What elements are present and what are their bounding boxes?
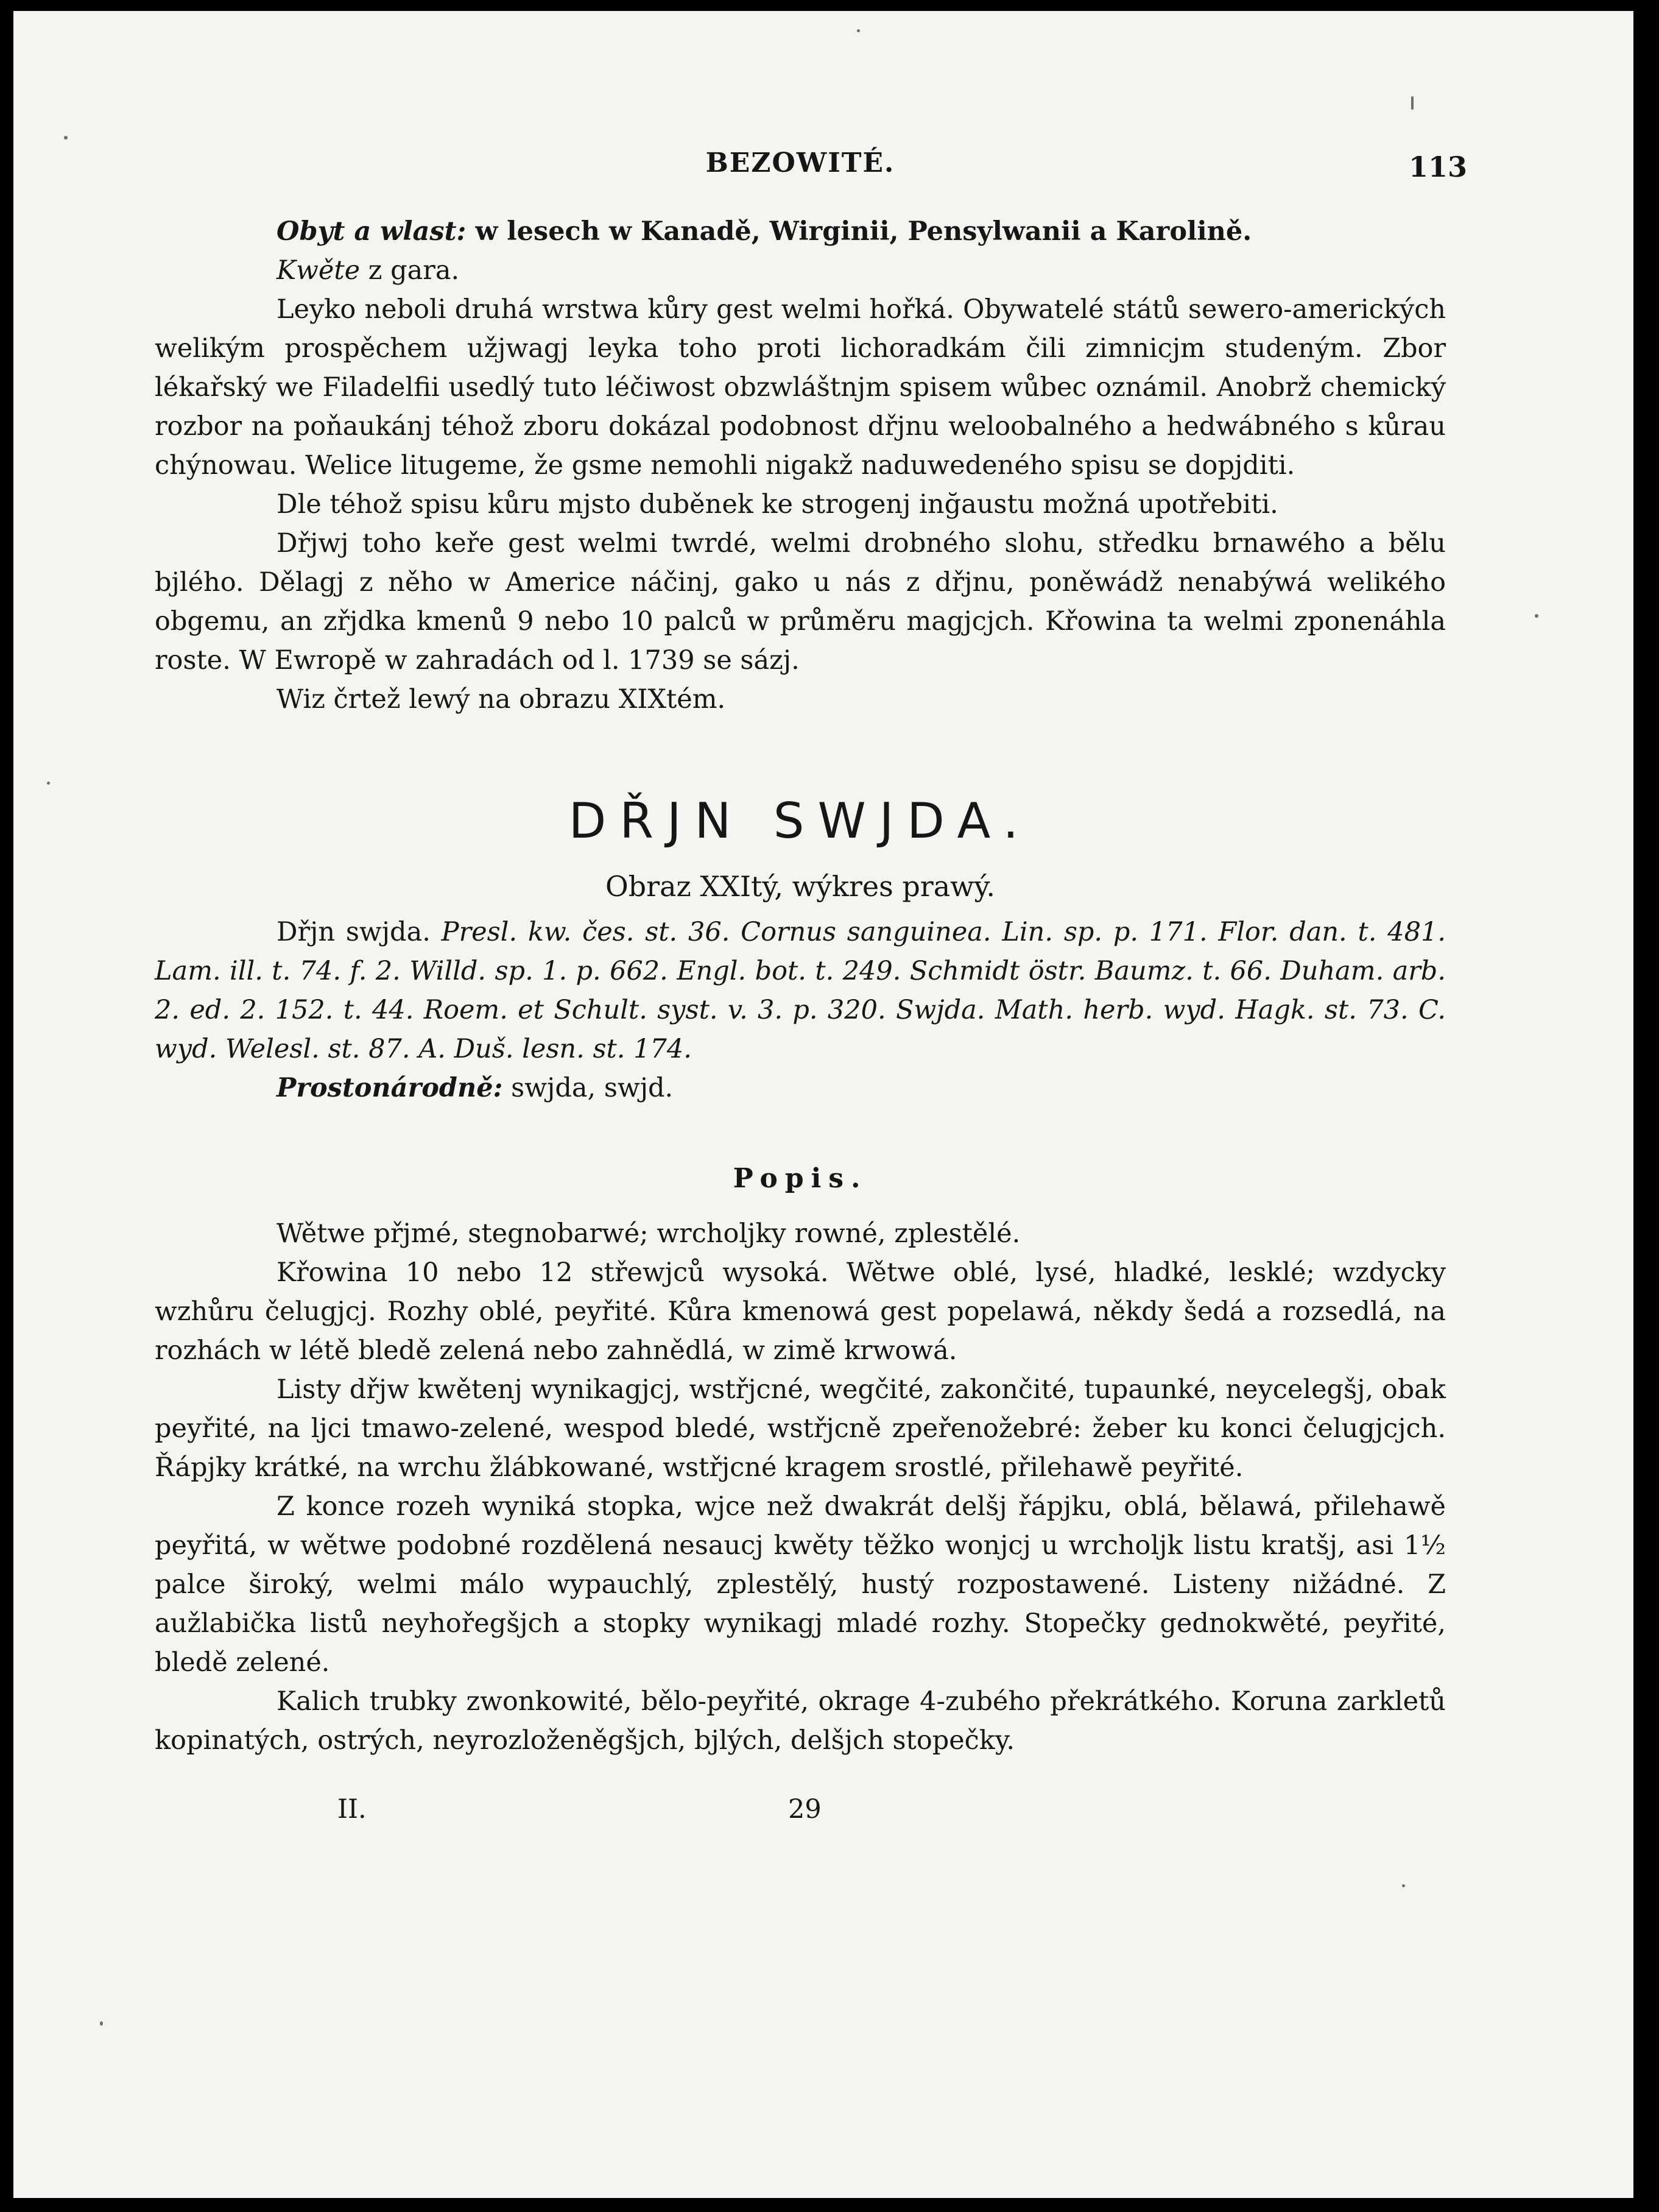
synonymy-references: Presl. kw. čes. st. 36. Cornus sanguinea. Lin. sp. p. 171. Flor. dan. t. 481. Lam. ill. t. 74. f. 2. Willd. sp. 1. p. 662. Engl. bot. t. 249. Schmidt östr. Baumz. t. 66. Duham. arb. 2. ed. 2. 152. t. 44. Roem. et Schult. syst. v. 3. p. 320. Swjda. Math. herb. wyd. Hagk. st. 73. C. wyd. Welesl. st. 87. A. Duš. lesn. st. 174. [155,917,1446,1064]
scan-speck [857,29,860,32]
paragraph: Dřjwj toho keře gest welmi twrdé, welmi drobného slohu, středku brnawého a bělu bjlého. Dělagj z něho w Americe náčinj, gako u nás z dřjnu, poněwádž nenabýwá welikého obgemu, an zřjdka kmenů 9 nebo 10 palců w průměru magjcjch. Křowina ta welmi zponenáhla roste. W Ewropě w zahradách od l. 1739 se sázj. [155,528,1446,676]
habitat-line [155,212,1446,251]
paragraph: Leyko neboli druhá wrstwa kůry gest welmi hořká. Obywatelé států sewero-amerických welikým prospěchem užjwagj leyka toho proti lichoradkám čili zimnicjm studeným. Zbor lékařský we Filadelfii usedlý tuto léčiwost obzwláštnjm spisem wůbec oznámil. Anobrž chemický rozbor na poňaukánj téhož zboru dokázal podobnost dřjnu weloobalného a hedwábného s kůrau chýnowau. Welice litugeme, že gsme nemohli nigakž naduwedeného spisu se dopjditi. [155,294,1446,481]
synonymy-name: Dřjn swjda. [276,917,431,947]
paragraph: Křowina 10 nebo 12 střewjců wysoká. Wětwe oblé, lysé, hladké, lesklé; wzdycky wzhůru čelugjcj. Rozhy oblé, peyřité. Kůra kmenowá gest popelawá, někdy šedá a rozsedlá, na rozhách w létě bledě zelená nebo zahnědlá, w zimě krwowá. [155,1257,1446,1366]
plate-subtitle: Obraz XXItý, wýkres prawý. [605,870,996,903]
signature-mark: II. [337,1794,367,1825]
running-title: BEZOWITÉ. [705,147,895,178]
vernacular-names [155,1069,1446,1108]
running-head [155,144,1467,186]
description [155,1214,1446,1760]
sheet-number: 29 [788,1794,822,1825]
scan-speck [100,2021,103,2026]
scan-speck [64,136,68,140]
synonymy-block [155,913,1446,1108]
paragraph: Wiz črtež lewý na obrazu XIXtém. [276,684,726,715]
flowering-label: Kwěte [276,255,361,286]
habitat-label: Obyt a wlast: [276,216,467,247]
page-footer [155,1790,1446,1829]
paragraph: Listy dřjw kwětenj wynikagjcj, wstřjcné, wegčité, zakončité, tupaunké, neycelegšj, obak peyřité, na ljci tmawo-zelené, wespod bledé, wstřjcně zpeřenožebré: žeber ku konci čelugjcjch. Řápjky krátké, na wrchu žlábkowané, wstřjcné kragem srostlé, přilehawě peyřité. [155,1374,1446,1483]
synonymy [155,913,1446,1069]
flowering-text: z gara. [360,255,460,286]
scan-speck [47,782,50,785]
paragraph: Dle téhož spisu kůru mjsto duběnek ke strogenj inğaustu možná upotřebiti. [276,489,1278,520]
flowering-line [155,251,1446,290]
paragraph: Kalich trubky zwonkowité, bělo-peyřité, okrage 4-zubého překrátkého. Koruna zarkletů kopinatých, ostrých, neyrozloženěgšjch, bjlých, delšjch stopečky. [155,1686,1446,1756]
previous-entry [155,212,1446,719]
species-title: DŘJN SWJDA. [568,793,1032,849]
paragraph: Z konce rozeh wyniká stopka, wjce než dwakrát delšj řápjku, oblá, bělawá, přilehawě peyřitá, w wětwe podobné rozdělená nesaucj kwěty těžko wonjcj u wrcholjk listu kratšj, asi 1½ palce široký, welmi málo wypauchlý, zplestělý, hustý rozpostawené. Listeny nižádné. Z aužlabička listů neyhořegšjch a stopky wynikagj mladé rozhy. Stopečky gednokwěté, peyřité, bledě zelené. [155,1491,1446,1678]
scan-speck [1402,1884,1405,1887]
page-number: 113 [1408,150,1467,183]
scanned-page [13,11,1633,2198]
paragraph: Wětwe přjmé, stegnobarwé; wrcholjky rowné, zplestělé. [276,1218,1021,1249]
vernacular-label: Prostonárodně: [276,1073,503,1103]
vernacular-text: swjda, swjd. [502,1073,674,1103]
scan-speck [1411,96,1414,110]
scan-speck [1535,614,1538,618]
description-heading: Popis. [733,1163,868,1194]
habitat-text: w lesech w Kanadě, Wirginii, Pensylwanii a Karolině. [466,216,1252,247]
